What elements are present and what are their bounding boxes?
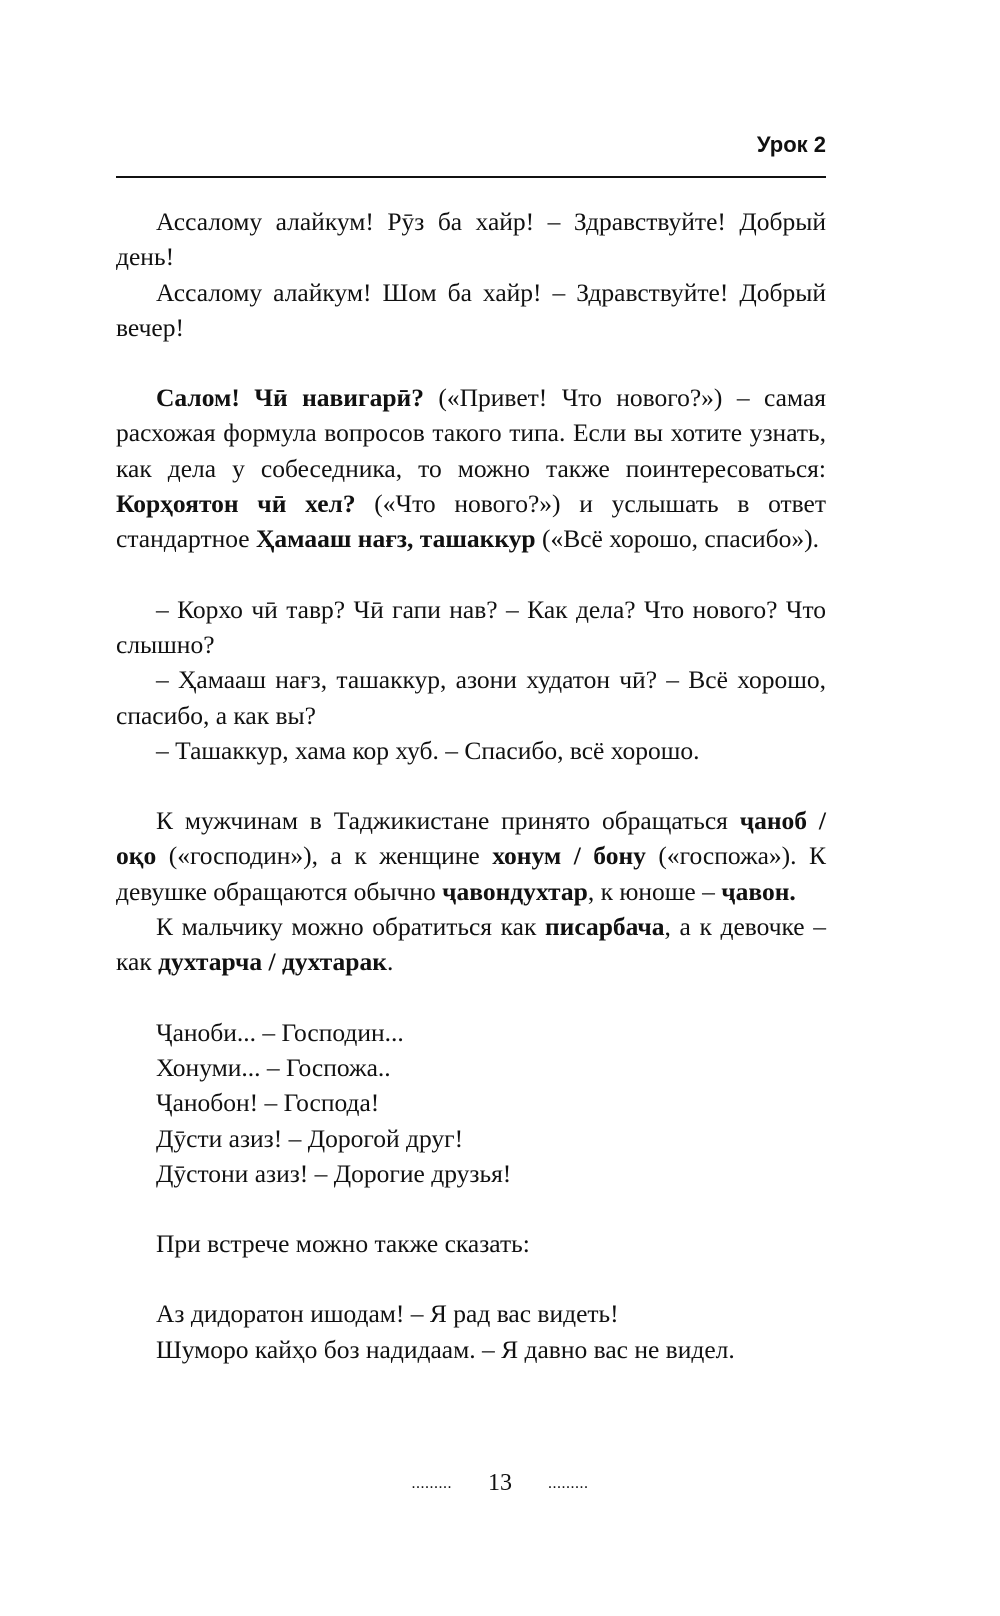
- term-pisarbacha: писарбача: [544, 912, 665, 942]
- meeting-line: Аз дидоратон ишодам! – Я рад вас видеть!: [156, 1299, 619, 1329]
- address-line: Дӯсти азиз! – Дорогой друг!: [156, 1123, 464, 1153]
- greeting-evening: Ассалому алайкум! Шом ба хайр! – Здравствуйте! Добрый вечер!: [116, 277, 826, 342]
- page-number: 13: [488, 1470, 512, 1496]
- address-line: Ҷанобон! – Господа!: [156, 1088, 380, 1118]
- paragraph-address-children: К мальчику можно обратиться как писарбача, а к девочке – как духтарча / духтарак.: [116, 912, 826, 977]
- term-honum: хонум / бону: [492, 841, 646, 871]
- term-hamaash: Ҳамааш нағз, ташаккур: [256, 524, 536, 554]
- chapter-title: Урок 2: [756, 132, 826, 157]
- paragraph-address-adults: К мужчинам в Таджикистане принято обращаться ҷаноб / оқо («господин»), а к женщине хонум / бону («госпожа»). К девушке обращаются обычно ҷавондухтар, к юноше – ҷавон.: [116, 806, 827, 906]
- dialog-line: – Корхо чӣ тавр? Чӣ гапи нав? – Как дела? Что нового? Что слышно?: [116, 594, 826, 659]
- paragraph-salom: Салом! Чӣ навигарӣ? («Привет! Что нового?») – самая расхожая формула вопросов такого типа. Если вы хотите узнать, как дела у собеседника, то можно также поинтересоваться: Корҳоятон чӣ хел? («Что нового?») и услышать в ответ стандартное Ҳамааш нағз, ташаккур («Всё хорошо, спасибо»).: [116, 383, 826, 554]
- meeting-line: Шуморо кайҳо боз надидаам. – Я давно вас не видел.: [156, 1334, 735, 1364]
- term-salom: Салом! Чӣ навигарӣ?: [156, 383, 424, 413]
- term-duhtarcha: духтарча / духтарак: [158, 947, 387, 977]
- greeting-day: Ассалому алайкум! Рӯз ба хайр! – Здравствуйте! Добрый день!: [116, 207, 826, 272]
- term-javon: ҷавон.: [721, 876, 796, 906]
- address-line: Дӯстони азиз! – Дорогие друзья!: [156, 1158, 512, 1188]
- meeting-intro: При встрече можно также сказать:: [156, 1229, 530, 1259]
- dialog-line: – Ҳамааш нағз, ташаккур, азони худатон чӣ? – Всё хорошо, спасибо, а как вы?: [116, 665, 826, 730]
- dialog-line: – Ташаккур, хама кор хуб. – Спасибо, всё хорошо.: [156, 735, 700, 765]
- address-line: Хонуми... – Госпожа..: [156, 1052, 391, 1082]
- page-body: [116, 204, 826, 1367]
- running-header: [116, 128, 826, 178]
- term-janob: ҷаноб / оқо: [116, 806, 826, 871]
- address-line: Ҷаноби... – Господин...: [156, 1017, 404, 1047]
- footer-dots-left: .........: [411, 1475, 452, 1493]
- term-korhoyaton: Корҳоятон чӣ хел?: [116, 489, 356, 519]
- term-javonduhtar: ҷавондухтар: [442, 876, 588, 906]
- page-footer: [0, 1470, 1000, 1497]
- footer-dots-right: .........: [548, 1475, 589, 1493]
